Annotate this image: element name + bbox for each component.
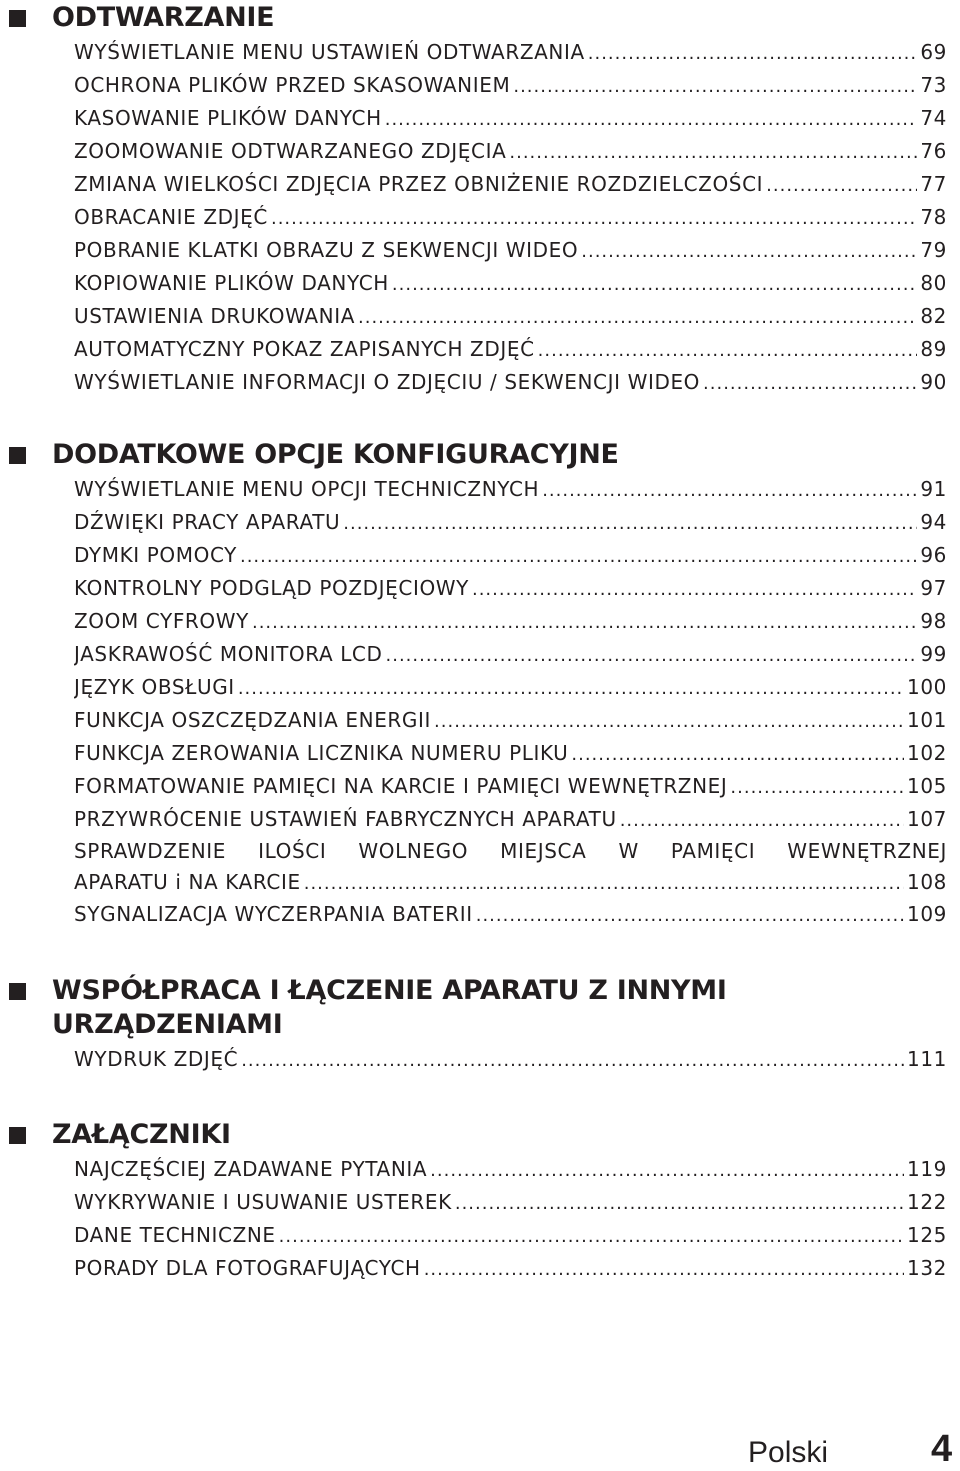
dot-leader <box>588 37 918 69</box>
dot-leader <box>430 1154 904 1186</box>
toc-entry[interactable] <box>74 704 947 737</box>
toc-entry-title: KOPIOWANIE PLIKÓW DANYCH <box>74 271 389 295</box>
toc-entry[interactable] <box>74 638 947 671</box>
toc-entry-page: 100 <box>907 675 947 699</box>
toc-entry-title: AUTOMATYCZNY POKAZ ZAPISANYCH ZDJĘĆ <box>74 337 535 361</box>
section-heading-text: DODATKOWE OPCJE KONFIGURACYJNE <box>52 439 619 470</box>
square-bullet-icon <box>9 10 26 27</box>
toc-entry-page: 107 <box>907 807 947 831</box>
dot-leader <box>304 868 904 898</box>
toc-entry-page: 77 <box>920 172 947 196</box>
toc-entry-title: FUNKCJA OSZCZĘDZANIA ENERGII <box>74 708 432 732</box>
toc-entry-page: 76 <box>920 139 947 163</box>
toc-entry-title: JASKRAWOŚĆ MONITORA LCD <box>74 642 383 666</box>
toc-entry-page: 108 <box>907 870 947 894</box>
toc-entry-title: ZMIANA WIELKOŚCI ZDJĘCIA PRZEZ OBNIŻENIE ROZDZIELCZOŚCI <box>74 172 764 196</box>
toc-entry[interactable] <box>74 168 947 201</box>
toc-entry[interactable] <box>74 267 947 300</box>
toc-entry-page: 101 <box>907 708 947 732</box>
section-heading-text: ODTWARZANIE <box>52 2 275 33</box>
toc-entry-list <box>0 473 960 931</box>
dot-leader <box>455 1187 904 1219</box>
toc-entry-page: 79 <box>920 238 947 262</box>
toc-entry-page: 78 <box>920 205 947 229</box>
toc-entry[interactable] <box>74 333 947 366</box>
toc-entry[interactable] <box>74 836 947 898</box>
toc-entry[interactable] <box>74 803 947 836</box>
toc-entry[interactable] <box>74 69 947 102</box>
toc-entry-list <box>0 1153 960 1285</box>
toc-entry-title: KASOWANIE PLIKÓW DANYCH <box>74 106 382 130</box>
toc-entry-title: SPRAWDZENIE ILOŚCI WOLNEGO MIEJSCA W PAMIĘCI WEWNĘTRZNEJ <box>74 839 947 863</box>
dot-leader <box>252 606 917 638</box>
section-heading <box>52 973 772 1042</box>
toc-entry[interactable] <box>74 737 947 770</box>
toc-entry-title: DYMKI POMOCY <box>74 543 237 567</box>
dot-leader <box>581 235 917 267</box>
toc-entry[interactable] <box>74 473 947 506</box>
toc-entry-page: 105 <box>907 774 947 798</box>
dot-leader <box>271 202 917 234</box>
toc-entry-page: 119 <box>907 1157 947 1181</box>
toc-entry[interactable] <box>74 300 947 333</box>
toc-entry[interactable] <box>74 572 947 605</box>
toc-entry-title: WYDRUK ZDJĘĆ <box>74 1047 239 1071</box>
toc-entry-page: 132 <box>907 1256 947 1280</box>
toc-entry-page: 80 <box>920 271 947 295</box>
toc-entry-title: USTAWIENIA DRUKOWANIA <box>74 304 355 328</box>
toc-entry-page: 97 <box>920 576 947 600</box>
toc-entry-title: FUNKCJA ZEROWANIA LICZNIKA NUMERU PLIKU <box>74 741 569 765</box>
toc-entry[interactable] <box>74 898 947 931</box>
footer-page-number: 4 <box>931 1428 953 1470</box>
toc-entry-title: PRZYWRÓCENIE USTAWIEŃ FABRYCZNYCH APARATU <box>74 807 617 831</box>
dot-leader <box>476 899 904 931</box>
toc-entry[interactable] <box>74 605 947 638</box>
toc-entry-title: POBRANIE KLATKI OBRAZU Z SEKWENCJI WIDEO <box>74 238 579 262</box>
toc-section <box>0 0 960 399</box>
square-bullet-icon <box>9 983 26 1000</box>
dot-leader <box>240 540 917 572</box>
section-heading <box>52 1117 772 1152</box>
dot-leader <box>542 474 917 506</box>
dot-leader <box>386 639 918 671</box>
dot-leader <box>238 672 904 704</box>
dot-leader <box>241 1044 904 1076</box>
dot-leader <box>358 301 917 333</box>
toc-entry-title: ZOOMOWANIE ODTWARZANEGO ZDJĘCIA <box>74 139 507 163</box>
dot-leader <box>472 573 917 605</box>
toc-entry-page: 111 <box>907 1047 947 1071</box>
toc-entry-title: OBRACANIE ZDJĘĆ <box>74 205 268 229</box>
toc-section <box>0 437 960 931</box>
toc-entry-title: JĘZYK OBSŁUGI <box>74 675 235 699</box>
dot-leader <box>730 771 904 803</box>
toc-entry-page: 102 <box>907 741 947 765</box>
toc-entry-page: 73 <box>920 73 947 97</box>
dot-leader <box>434 705 904 737</box>
dot-leader <box>571 738 904 770</box>
toc-entry-page: 96 <box>920 543 947 567</box>
toc-entry[interactable] <box>74 770 947 803</box>
toc-entry-list <box>0 1043 960 1076</box>
dot-leader <box>766 169 917 201</box>
dot-leader <box>620 804 904 836</box>
toc-entry-title: NAJCZĘŚCIEJ ZADAWANE PYTANIA <box>74 1157 428 1181</box>
dot-leader <box>424 1253 904 1285</box>
toc-entry[interactable] <box>74 201 947 234</box>
dot-leader <box>703 367 917 399</box>
toc-entry-title: FORMATOWANIE PAMIĘCI NA KARCIE I PAMIĘCI WEWNĘTRZNEJ <box>74 774 728 798</box>
toc-entry-page: 89 <box>920 337 947 361</box>
square-bullet-icon <box>9 447 26 464</box>
toc-entry[interactable] <box>74 1219 947 1252</box>
toc-entry-page: 98 <box>920 609 947 633</box>
toc-entry[interactable] <box>74 539 947 572</box>
dot-leader <box>392 268 917 300</box>
dot-leader <box>509 136 917 168</box>
dot-leader <box>279 1220 904 1252</box>
toc-entry-title-continued: APARATU i NA KARCIE <box>74 870 301 894</box>
toc-entry-title: DŹWIĘKI PRACY APARATU <box>74 510 341 534</box>
footer-language: Polski <box>748 1436 829 1469</box>
section-heading-text: ZAŁĄCZNIKI <box>52 1119 231 1150</box>
dot-leader <box>513 70 917 102</box>
toc-entry[interactable] <box>74 506 947 539</box>
toc-entry-title: ZOOM CYFROWY <box>74 609 249 633</box>
toc-entry[interactable] <box>74 102 947 135</box>
toc-entry-page: 91 <box>920 477 947 501</box>
toc-entry-page: 109 <box>907 902 947 926</box>
section-heading <box>52 0 772 35</box>
toc-entry-page: 82 <box>920 304 947 328</box>
toc-entry-page: 69 <box>920 40 947 64</box>
toc-entry-title: WYŚWIETLANIE MENU USTAWIEŃ ODTWARZANIA <box>74 40 585 64</box>
dot-leader <box>538 334 918 366</box>
toc-entry-page: 94 <box>920 510 947 534</box>
toc-entry[interactable] <box>74 1252 947 1285</box>
square-bullet-icon <box>9 1127 26 1144</box>
toc-entry-page: 125 <box>907 1223 947 1247</box>
toc-entry-page: 90 <box>920 370 947 394</box>
toc-entry-title: WYKRYWANIE I USUWANIE USTEREK <box>74 1190 452 1214</box>
toc-entry-title: WYŚWIETLANIE MENU OPCJI TECHNICZNYCH <box>74 477 540 501</box>
toc-entry-title: DANE TECHNICZNE <box>74 1223 276 1247</box>
toc-entry-title: SYGNALIZACJA WYCZERPANIA BATERII <box>74 902 473 926</box>
toc-entry-page: 99 <box>920 642 947 666</box>
toc-entry[interactable] <box>74 234 947 267</box>
dot-leader <box>343 507 917 539</box>
toc-entry-title: WYŚWIETLANIE INFORMACJI O ZDJĘCIU / SEKWENCJI WIDEO <box>74 370 701 394</box>
section-heading <box>52 437 772 472</box>
toc-entry-page: 74 <box>920 106 947 130</box>
toc-entry-title: OCHRONA PLIKÓW PRZED SKASOWANIEM <box>74 73 511 97</box>
toc-entry-second-line <box>74 867 947 898</box>
toc-section <box>0 973 960 1076</box>
toc-entry[interactable] <box>74 1043 947 1076</box>
toc-entry[interactable] <box>74 1186 947 1219</box>
toc-entry[interactable] <box>74 671 947 704</box>
toc-entry[interactable] <box>74 366 947 399</box>
toc-section <box>0 1117 960 1285</box>
toc-entry[interactable] <box>74 36 947 69</box>
toc-entry-page: 122 <box>907 1190 947 1214</box>
toc-entry-list <box>0 36 960 399</box>
toc-entry[interactable] <box>74 135 947 168</box>
toc-entry[interactable] <box>74 1153 947 1186</box>
toc-entry-title: KONTROLNY PODGLĄD POZDJĘCIOWY <box>74 576 469 600</box>
dot-leader <box>385 103 918 135</box>
section-heading-text: WSPÓŁPRACA I ŁĄCZENIE APARATU Z INNYMI URZĄDZENIAMI <box>52 975 727 1040</box>
toc-entry-title: PORADY DLA FOTOGRAFUJĄCYCH <box>74 1256 421 1280</box>
